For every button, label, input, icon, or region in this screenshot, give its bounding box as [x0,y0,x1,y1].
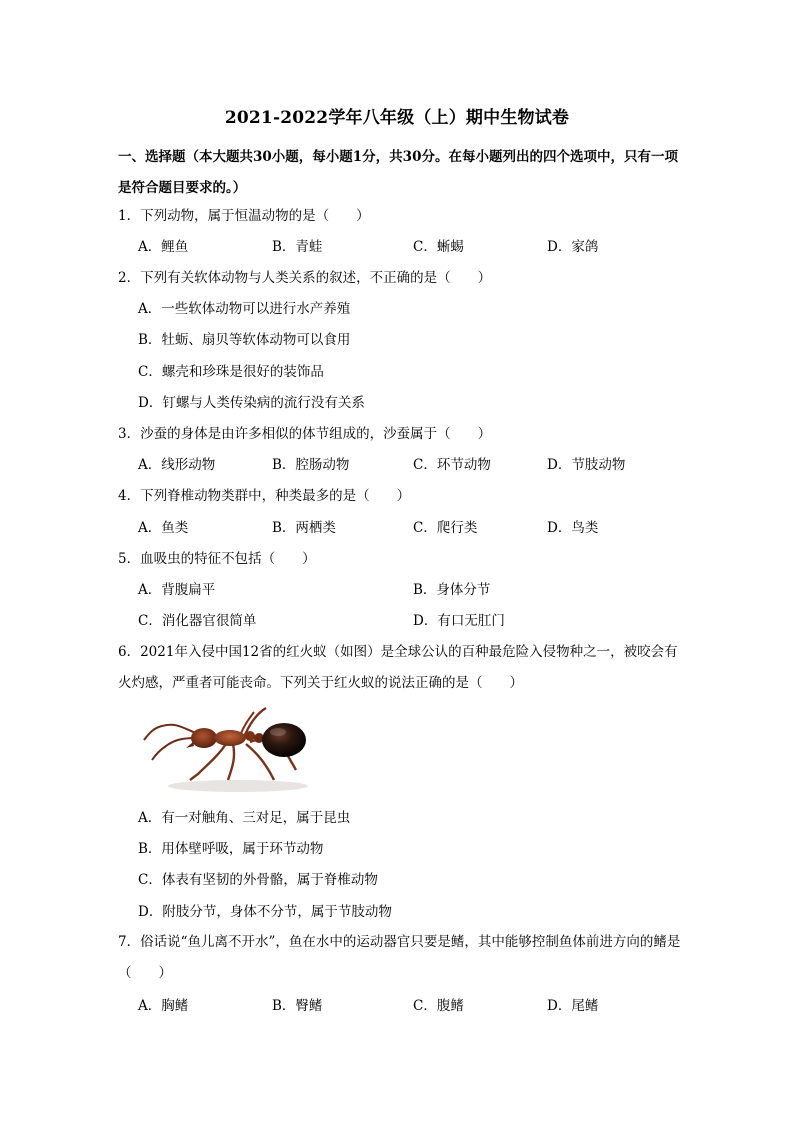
question-3-option-a[interactable]: A．线形动物 [138,457,216,473]
question-4-option-d[interactable]: D．鸟类 [547,520,599,536]
question-3-option-c[interactable]: C．环节动物 [413,457,491,473]
section-heading: 一、选择题（本大题共30小题，每小题1分，共30分。在每小题列出的四个选项中，只有一项是符合题目要求的。） [118,149,678,196]
question-7-option-b[interactable]: B．臀鳍 [272,998,323,1014]
question-3-option-d[interactable]: D．节肢动物 [547,457,626,473]
question-1-option-c[interactable]: C．蜥蜴 [413,239,464,255]
question-7-stem: 7．俗话说“鱼儿离不开水”，鱼在水中的运动器官只要是鳍，其中能够控制鱼体前进方向的鳍是（ ） [118,934,681,981]
question-4-option-c[interactable]: C．爬行类 [413,520,478,536]
question-5-option-b[interactable]: B．身体分节 [413,582,491,598]
question-1-option-d[interactable]: D．家鸽 [547,239,599,255]
question-7-option-a[interactable]: A．胸鳍 [138,998,189,1014]
question-5-option-d[interactable]: D．有口无肛门 [413,613,505,629]
question-7-option-c[interactable]: C．腹鳍 [413,998,464,1014]
question-7-option-d[interactable]: D．尾鳍 [547,998,599,1014]
question-1-option-a[interactable]: A．鲤鱼 [138,239,189,255]
question-6-option-b[interactable]: B．用体壁呼吸，属于环节动物 [138,841,324,857]
question-2-option-a[interactable]: A．一些软体动物可以进行水产养殖 [138,301,351,317]
fire-ant-image [138,700,323,798]
question-6-stem: 6．2021年入侵中国12省的红火蚁（如图）是全球公认的百种最危险入侵物种之一，被咬会有火灼感，严重者可能丧命。下列关于红火蚁的说法正确的是（ ） [118,644,678,691]
question-5-option-a[interactable]: A．背腹扁平 [138,582,216,598]
question-4-option-a[interactable]: A．鱼类 [138,520,189,536]
question-6-option-d[interactable]: D．附肢分节，身体不分节，属于节肢动物 [138,904,392,920]
question-6-option-c[interactable]: C．体表有坚韧的外骨骼，属于脊椎动物 [138,872,378,888]
question-1-stem: 1．下列动物，属于恒温动物的是（ ） [118,208,370,224]
question-4-stem: 4．下列脊椎动物类群中，种类最多的是（ ） [118,488,411,504]
question-2-option-d[interactable]: D．钉螺与人类传染病的流行没有关系 [138,395,365,411]
question-2-stem: 2．下列有关软体动物与人类关系的叙述，不正确的是（ ） [118,270,492,286]
question-5-option-c[interactable]: C．消化器官很简单 [138,613,257,629]
question-4-option-b[interactable]: B．两栖类 [272,520,336,536]
question-1-option-b[interactable]: B．青蛙 [272,239,323,255]
question-2-option-b[interactable]: B．牡蛎、扇贝等软体动物可以食用 [138,332,351,348]
question-6-option-a[interactable]: A．有一对触角、三对足，属于昆虫 [138,810,351,826]
question-2-option-c[interactable]: C．螺壳和珍珠是很好的装饰品 [138,364,324,380]
question-3-stem: 3．沙蚕的身体是由许多相似的体节组成的，沙蚕属于（ ） [118,426,492,442]
page-title: 2021-2022学年八年级（上）期中生物试卷 [224,108,570,128]
question-5-stem: 5．血吸虫的特征不包括（ ） [118,551,316,567]
question-3-option-b[interactable]: B．腔肠动物 [272,457,350,473]
